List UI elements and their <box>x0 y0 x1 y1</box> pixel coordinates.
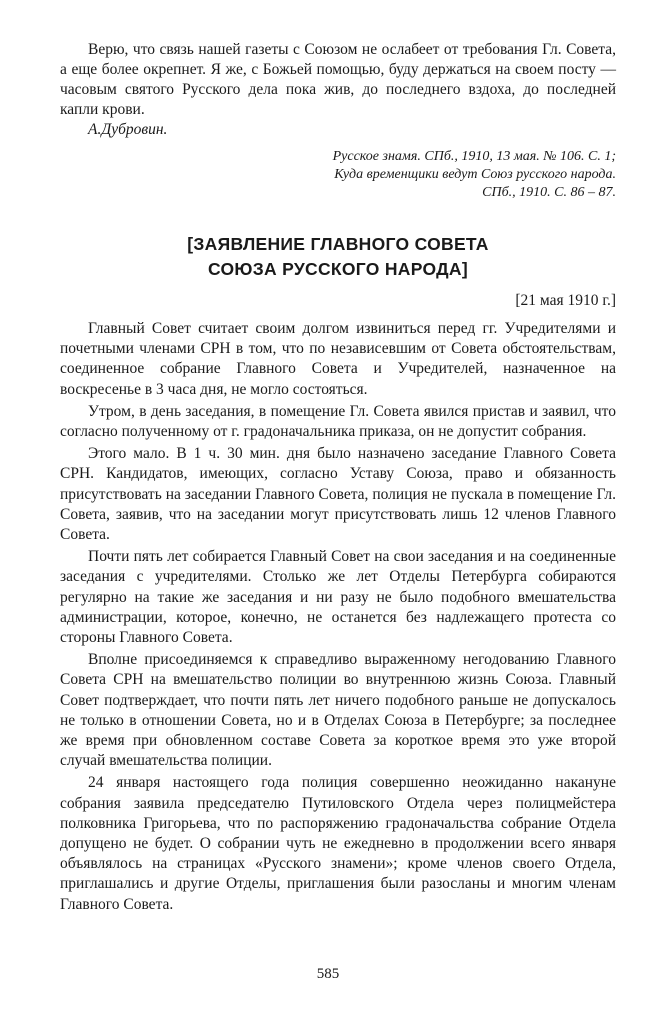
source-line: СПб., 1910. С. 86 – 87. <box>482 185 616 200</box>
source-citation <box>60 148 616 202</box>
body-paragraph: 24 января настоящего года полиция совершенно неожиданно накануне собрания заявила председателю Путиловского Отдела через полицмейстера полковника Григорьева, что по распоряжению градоначальства собрание Отдела допущено не будет. О собрании чуть не ежедневно в продолжении всего января объявлялось на страницах «Русского знамени»; кроме членов своего Отдела, приглашались и другие Отделы, приглашения были разосланы и многим членам Главного Совета. <box>60 774 616 913</box>
page-number: 585 <box>316 966 340 982</box>
source-line: Куда временщики ведут Союз русского народа. <box>334 167 616 182</box>
document-page <box>60 40 616 917</box>
intro-quote <box>60 40 616 140</box>
document-body <box>60 319 616 915</box>
body-paragraph: Утром, в день заседания, в помещение Гл. Совета явился пристав и заявил, что согласно полученному от г. градоначальника приказа, он не допустит собрания. <box>60 402 616 441</box>
signature: А.Дубровин. <box>88 121 168 138</box>
heading-line: СОЮЗА РУССКОГО НАРОДА] <box>207 259 469 279</box>
body-paragraph: Главный Совет считает своим долгом извиниться перед гг. Учредителями и почетными членами СРН в том, что по независевшим от Совета обстоятельствам, соединенное собрание Главного Совета и Учредителей, назначенное на воскресенье в 3 часа дня, не могло состояться. <box>60 320 616 398</box>
document-date: [21 мая 1910 г.] <box>515 292 616 309</box>
source-line: Русское знамя. СПб., 1910, 13 мая. № 106. С. 1; <box>332 149 616 164</box>
body-paragraph: Вполне присоединяемся к справедливо выраженному негодованию Главного Совета СРН на вмешательство полиции во внутреннюю жизнь Союза. Главный Совет подтверждает, что почти пять лет ничего подобного раньше не допускалось не только в отношении Совета, но и в Отделах Союза в Петербурге; за последнее же время при обновленном составе Совета за короткое время это уже второй случай вмешательства полиции. <box>60 651 616 770</box>
body-paragraph: Этого мало. В 1 ч. 30 мин. дня было назначено заседание Главного Совета СРН. Кандидатов, имеющих, согласно Уставу Союза, право и обязанность присутствовать на заседании Главного Совета, полиция не пускала в помещение Гл. Совета, заявив, что на заседании могут присутствовать лишь 12 членов Главного Совета. <box>60 445 616 544</box>
section-heading <box>60 232 616 282</box>
intro-paragraph: Верю, что связь нашей газеты с Союзом не ослабеет от требования Гл. Совета, а еще более окрепнет. Я же, с Божьей помощью, буду держаться на своем посту — часовым святого Русского дела пока жив, до последнего вздоха, до последней капли крови. <box>60 41 616 118</box>
heading-line: [ЗАЯВЛЕНИЕ ГЛАВНОГО СОВЕТА <box>187 234 489 254</box>
body-paragraph: Почти пять лет собирается Главный Совет на свои заседания и на соединенные заседания с учредителями. Столько же лет Отделы Петербурга собираются регулярно на такие же заседания и ни разу не было подобного вмешательства администрации, которое, конечно, не останется без надлежащего протеста со стороны Главного Совета. <box>60 548 616 647</box>
